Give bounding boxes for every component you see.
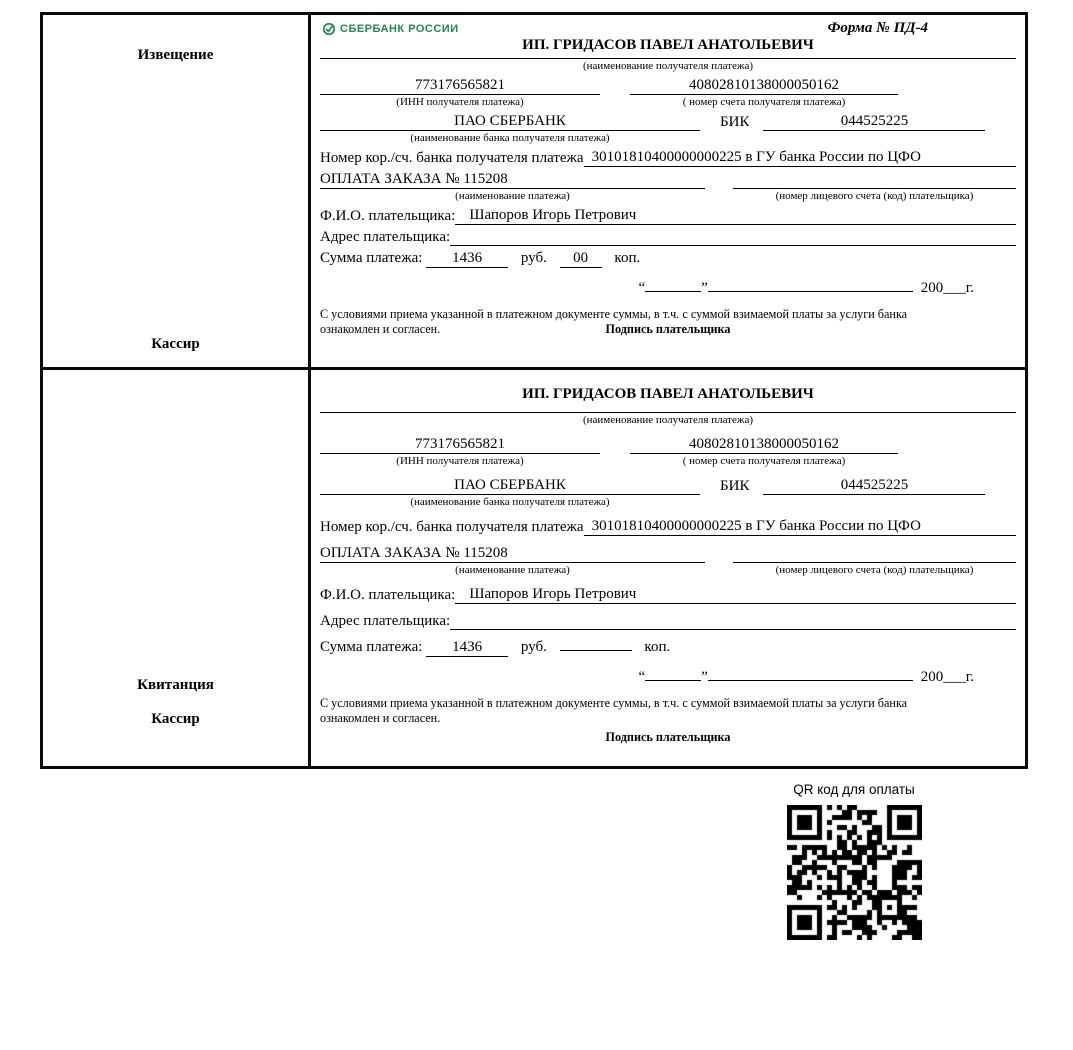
sum-kop-value: 00	[560, 250, 602, 268]
sum-row	[320, 250, 1016, 268]
sberbank-logo	[322, 20, 459, 36]
inn-value: 773176565821	[320, 77, 600, 95]
corr-value: 30101810400000000225 в ГУ банка России по ЦФО	[584, 518, 1016, 536]
sberbank-logo-icon	[322, 22, 336, 36]
date-row	[320, 666, 1016, 686]
payer-row	[320, 207, 1016, 225]
receipt-body	[311, 370, 1025, 766]
bank-name: ПАО СБЕРБАНК	[320, 113, 700, 131]
corr-label: Номер кор./сч. банка получателя платежа	[320, 519, 584, 535]
bank-caption-row	[320, 495, 1016, 509]
bank-caption: (наименование банка получателя платежа)	[410, 496, 610, 508]
payment-caption: (наименование платежа)	[455, 564, 570, 576]
bank-caption: (наименование банка получателя платежа)	[410, 132, 610, 144]
inn-account-row	[320, 77, 1016, 95]
receipt-stub	[43, 370, 311, 766]
address-label: Адрес плательщика:	[320, 613, 451, 630]
account-value: 40802810138000050162	[630, 436, 898, 454]
personal-account-blank	[733, 172, 1016, 189]
date-year: 200___г.	[920, 280, 974, 297]
address-label: Адрес плательщика:	[320, 229, 451, 246]
inn-account-captions	[320, 95, 1016, 109]
account-value: 40802810138000050162	[630, 77, 898, 95]
recipient-caption: (наименование получателя платежа)	[582, 60, 754, 72]
quote-open: “	[638, 280, 646, 297]
sum-row	[320, 639, 1016, 657]
recipient-name: ИП. ГРИДАСОВ ПАВЕЛ АНАТОЛЬЕВИЧ	[320, 386, 1016, 413]
corr-label: Номер кор./сч. банка получателя платежа	[320, 150, 584, 166]
notice-label: Извещение	[137, 47, 214, 63]
date-month-blank	[708, 277, 913, 292]
inn-value: 773176565821	[320, 436, 600, 454]
qr-block	[786, 782, 922, 940]
quote-open: “	[638, 669, 646, 686]
payer-name: Шапоров Игорь Петрович	[455, 586, 1016, 604]
notice-section	[43, 15, 1025, 367]
notice-header	[320, 20, 1016, 37]
payment-label: ОПЛАТА ЗАКАЗА №	[320, 171, 460, 187]
account-caption: ( номер счета получателя платежа)	[682, 455, 846, 467]
bank-caption-row	[320, 131, 1016, 145]
order-number: 115208	[463, 171, 508, 187]
payment-captions	[320, 189, 1016, 203]
rub-label: руб.	[520, 639, 547, 656]
payment-row	[320, 545, 1016, 563]
receipt-section	[43, 367, 1025, 766]
inn-caption: (ИНН получателя платежа)	[396, 455, 524, 467]
agreement-line2: ознакомлен и согласен.	[320, 322, 441, 337]
payment-name	[320, 171, 705, 189]
address-row	[320, 613, 1016, 630]
corr-row	[320, 149, 1016, 167]
agreement-text	[320, 307, 1016, 337]
quote-close: ”	[701, 280, 708, 297]
inn-caption: (ИНН получателя платежа)	[396, 96, 524, 108]
bik-value: 044525225	[763, 113, 985, 131]
notice-cashier-label: Кассир	[151, 336, 200, 352]
order-number: 115208	[463, 545, 508, 561]
bik-value: 044525225	[763, 477, 985, 495]
recipient-name: ИП. ГРИДАСОВ ПАВЕЛ АНАТОЛЬЕВИЧ	[320, 37, 1016, 59]
sum-kop-value	[560, 650, 632, 651]
personal-account-caption: (номер лицевого счета (код) плательщика)	[775, 190, 974, 202]
kop-label: коп.	[614, 250, 641, 267]
bank-row	[320, 477, 1016, 495]
bank-row	[320, 113, 1016, 131]
sum-label: Сумма платежа:	[320, 250, 423, 267]
agreement-line2: ознакомлен и согласен.	[320, 711, 441, 726]
payer-label: Ф.И.О. плательщика:	[320, 587, 456, 603]
agreement-line2-row	[320, 322, 1016, 337]
qr-code	[787, 805, 922, 940]
payment-name	[320, 545, 705, 563]
corr-row	[320, 518, 1016, 536]
address-row	[320, 229, 1016, 246]
receipt-cashier-label: Кассир	[151, 711, 200, 727]
agreement-text	[320, 696, 1016, 726]
payment-captions	[320, 563, 1016, 577]
sum-rub-value: 1436	[426, 639, 508, 657]
notice-stub	[43, 15, 311, 367]
address-blank	[450, 229, 1016, 246]
inn-account-row	[320, 436, 1016, 454]
notice-body	[311, 15, 1025, 367]
kop-label: коп.	[644, 639, 671, 656]
payer-row	[320, 586, 1016, 604]
agreement-line1: С условиями приема указанной в платежном документе суммы, в т.ч. с суммой взимаемой платы за услуги банка	[320, 307, 908, 322]
address-blank	[450, 613, 1016, 630]
payment-caption: (наименование платежа)	[455, 190, 570, 202]
payer-label: Ф.И.О. плательщика:	[320, 208, 456, 224]
account-caption: ( номер счета получателя платежа)	[682, 96, 846, 108]
inn-account-captions	[320, 454, 1016, 468]
agreement-line1: С условиями приема указанной в платежном документе суммы, в т.ч. с суммой взимаемой платы за услуги банка	[320, 696, 908, 711]
payment-form-pd4	[40, 12, 1028, 769]
payer-signature-label: Подпись плательщика	[605, 730, 731, 745]
corr-value: 30101810400000000225 в ГУ банка России по ЦФО	[584, 149, 1016, 167]
payment-label: ОПЛАТА ЗАКАЗА №	[320, 545, 460, 561]
bank-name: ПАО СБЕРБАНК	[320, 477, 700, 495]
payer-signature-label: Подпись плательщика	[605, 322, 731, 337]
receipt-label: Квитанция	[137, 677, 214, 693]
date-day-blank	[645, 666, 701, 681]
sum-label: Сумма платежа:	[320, 639, 423, 656]
payment-row	[320, 171, 1016, 189]
form-number: Форма № ПД-4	[827, 20, 928, 36]
sum-rub-value: 1436	[426, 250, 508, 268]
recipient-caption: (наименование получателя платежа)	[582, 414, 754, 426]
sberbank-logo-text: СБЕРБАНК РОССИИ	[340, 23, 459, 35]
bik-label: БИК	[720, 478, 750, 494]
date-row	[320, 277, 1016, 297]
date-day-blank	[645, 277, 701, 292]
bik-label: БИК	[720, 114, 750, 130]
date-month-blank	[708, 666, 913, 681]
personal-account-blank	[733, 546, 1016, 563]
date-year: 200___г.	[920, 669, 974, 686]
quote-close: ”	[701, 669, 708, 686]
qr-caption: QR код для оплаты	[793, 782, 915, 797]
payer-name: Шапоров Игорь Петрович	[455, 207, 1016, 225]
rub-label: руб.	[520, 250, 547, 267]
personal-account-caption: (номер лицевого счета (код) плательщика)	[775, 564, 974, 576]
